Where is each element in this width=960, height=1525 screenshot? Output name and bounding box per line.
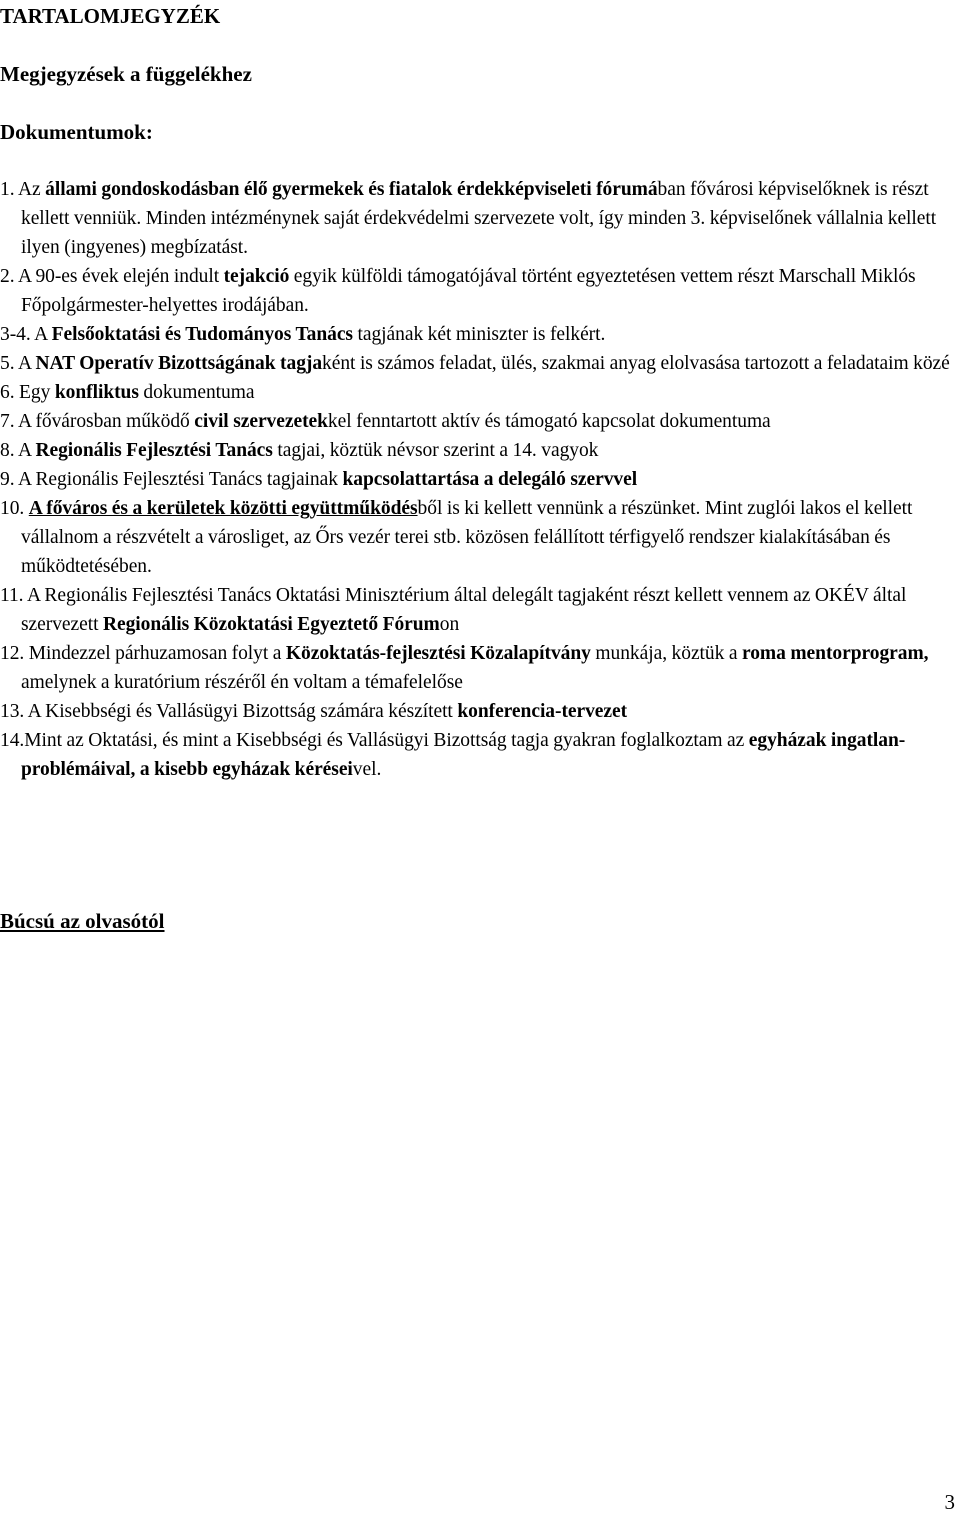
entry-highlight: Felsőoktatási és Tudományos Tanács — [51, 324, 353, 345]
page-title: TARTALOMJEGYZÉK — [0, 4, 221, 28]
list-item-3-4: 3-4. A Felsőoktatási és Tudományos Tanács tagjának két miniszter is felkért. — [0, 324, 606, 345]
list-item-10: 10. A főváros és a kerületek közötti együttműködésből is ki kellett vennünk a részünket. Mint zuglói lakos el kellett vállalnom a részvételt a városliget, az Őrs vezér terei stb. közösen felállított térfigyelő rendszer kialakításában és működtetésében. — [0, 498, 913, 577]
entry-highlight-underlined: A főváros és a kerületek közötti együttműködés — [28, 498, 418, 519]
entry-highlight: civil szervezetek — [194, 411, 328, 432]
list-item-13: 13. A Kisebbségi és Vallásügyi Bizottság számára készített konferencia-tervezet — [0, 701, 628, 722]
list-item-12: 12. Mindezzel párhuzamosan folyt a Közoktatás-fejlesztési Közalapítvány munkája, köztük a roma mentorprogram, amelynek a kuratórium részéről én voltam a témafelelőse — [0, 643, 929, 693]
list-item-6: 6. Egy konfliktus dokumentuma — [0, 382, 255, 403]
farewell-heading: Búcsú az olvasótól — [0, 909, 165, 933]
list-item-7: 7. A fővárosban működő civil szervezetekkel fenntartott aktív és támogató kapcsolat dokumentuma — [0, 411, 771, 432]
entry-highlight: Regionális Közoktatási Egyeztető Fórum — [102, 614, 440, 635]
entry-highlight: NAT Operatív Bizottságának tagja — [35, 353, 323, 374]
documents-list — [0, 175, 955, 784]
list-item-11: 11. A Regionális Fejlesztési Tanács Oktatási Minisztérium által delegált tagjaként részt kellett vennem az OKÉV által szervezett Regionális Közoktatási Egyeztető Fórumon — [0, 585, 907, 635]
entry-highlight: állami gondoskodásban élő gyermekek és fiatalok érdekképviseleti fórumá — [45, 179, 658, 200]
page-number: 3 — [944, 1490, 955, 1514]
notes-heading: Megjegyzések a függelékhez — [0, 62, 252, 86]
list-item-14: 14.Mint az Oktatási, és mint a Kisebbségi és Vallásügyi Bizottság tagja gyakran foglalkoztam az egyházak ingatlan-problémáival, a kisebb egyházak kéréseivel. — [0, 730, 906, 780]
entry-highlight: roma mentorprogram, — [741, 643, 929, 664]
entry-highlight: Közoktatás-fejlesztési Közalapítvány — [285, 643, 591, 664]
list-item-5: 5. A NAT Operatív Bizottságának tagjaként is számos feladat, ülés, szakmai anyag elolvasása tartozott a feladataim közé — [0, 353, 950, 374]
entry-highlight: konferencia-tervezet — [457, 701, 628, 722]
list-item-9: 9. A Regionális Fejlesztési Tanács tagjainak kapcsolattartása a delegáló szervvel — [0, 469, 638, 490]
entry-highlight: egyházak ingatlan-problémáival, a kisebb egyházak kérései — [21, 730, 906, 780]
entry-highlight: tejakció — [223, 266, 290, 287]
entry-highlight: Regionális Fejlesztési Tanács — [35, 440, 273, 461]
list-item-2: 2. A 90-es évek elején indult tejakció egyik külföldi támogatójával történt egyeztetésen vettem részt Marschall Miklós Főpolgármester-helyettes irodájában. — [0, 266, 916, 316]
list-item-8: 8. A Regionális Fejlesztési Tanács tagjai, köztük névsor szerint a 14. vagyok — [0, 440, 599, 461]
list-item-1: 1. Az állami gondoskodásban élő gyermekek és fiatalok érdekképviseleti fórumában fővárosi képviselőknek is részt kellett venniük. Minden intézménynek saját érdekvédelmi szervezete volt, így minden 3. képviselőnek vállalnia kellett ilyen (ingyenes) megbízatást. — [0, 179, 937, 258]
entry-highlight: konfliktus — [54, 382, 139, 403]
documents-heading: Dokumentumok: — [0, 120, 153, 144]
entry-highlight: kapcsolattartása a delegáló szervvel — [342, 469, 638, 490]
